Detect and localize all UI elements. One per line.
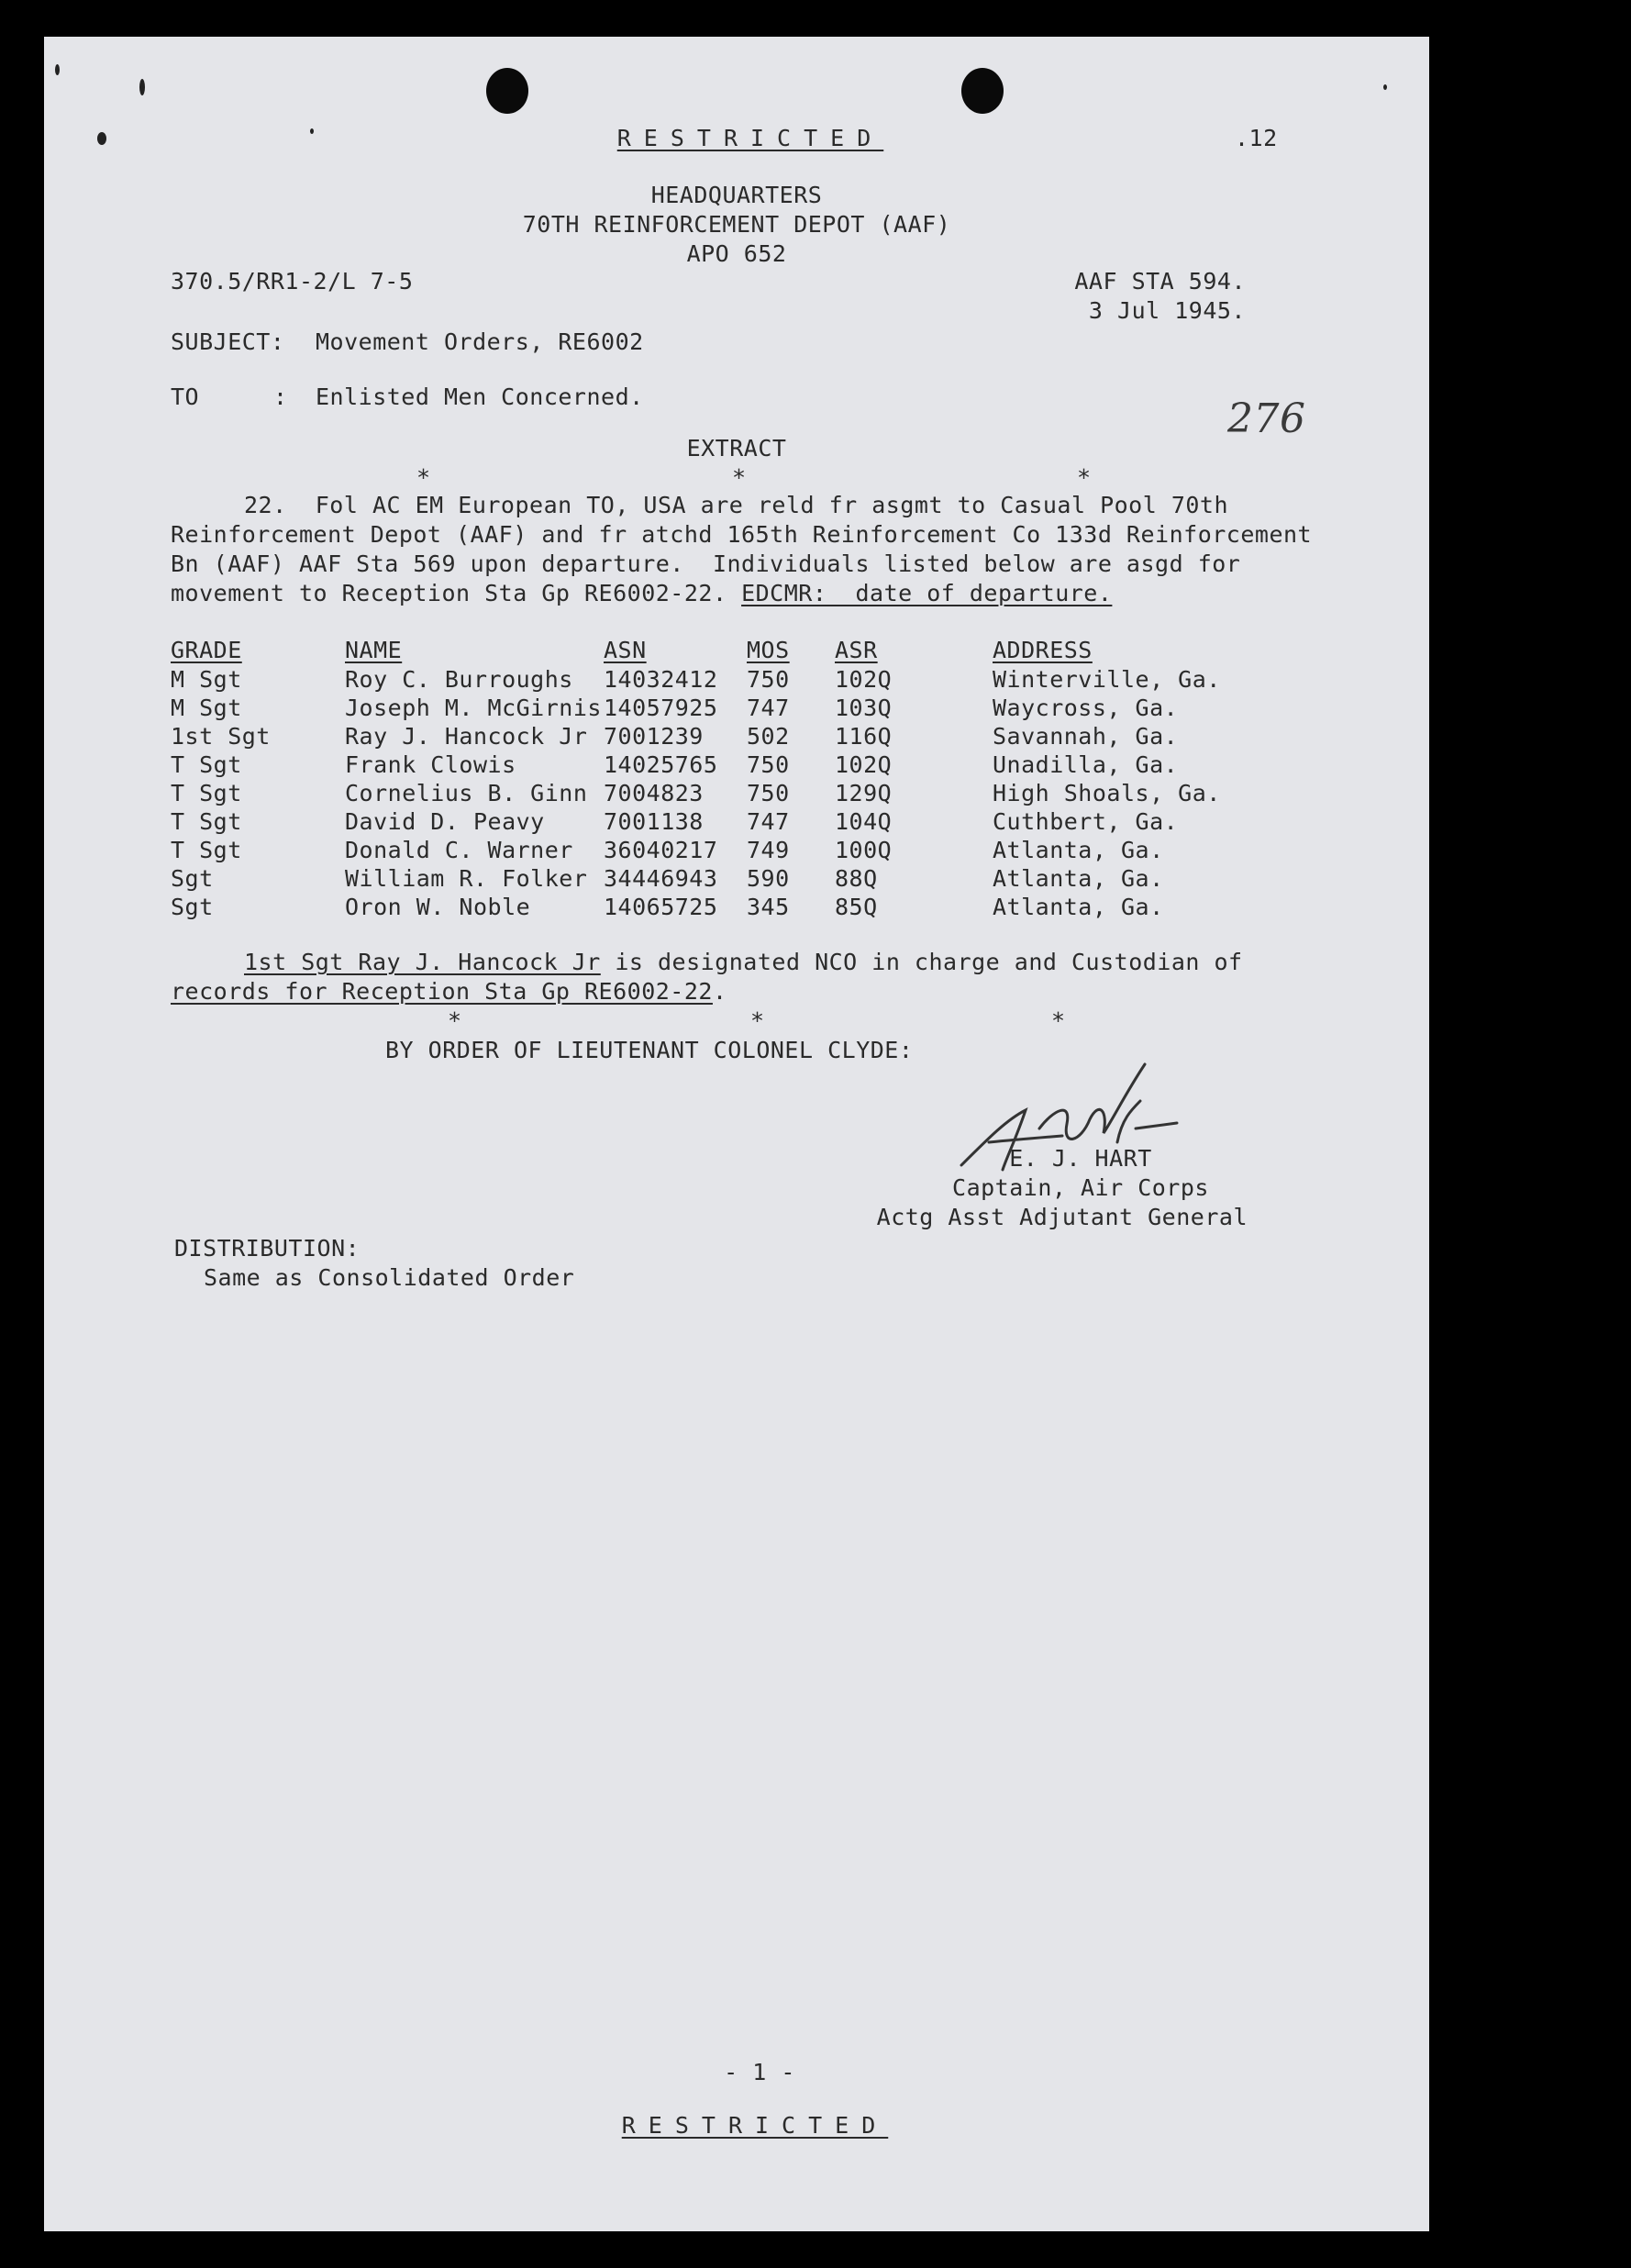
cell-mos: 750	[747, 751, 790, 778]
asterisk: *	[750, 1007, 765, 1034]
paragraph-line-2: Reinforcement Depot (AAF) and fr atchd 165th Reinforcement Co 133d Reinforcement	[171, 521, 1313, 548]
table-row	[44, 865, 1429, 893]
roster-table	[44, 637, 1429, 930]
table-row	[44, 894, 1429, 921]
asterisk: *	[1077, 464, 1092, 491]
cell-address: Atlanta, Ga.	[993, 894, 1164, 920]
cell-asr: 129Q	[835, 780, 893, 806]
signer-rank: Captain, Air Corps	[952, 1174, 1209, 1201]
edcmr-note: EDCMR: date of departure.	[741, 580, 1113, 606]
designated-nco: 1st Sgt Ray J. Hancock Jr	[244, 949, 601, 975]
cell-asn: 36040217	[604, 837, 718, 863]
cell-name: Donald C. Warner	[345, 837, 573, 863]
cell-address: Savannah, Ga.	[993, 723, 1179, 750]
asterisk: *	[448, 1007, 462, 1034]
cell-asr: 85Q	[835, 894, 878, 920]
cell-asr: 102Q	[835, 751, 893, 778]
cell-address: Atlanta, Ga.	[993, 865, 1164, 892]
cell-name: Roy C. Burroughs	[345, 666, 573, 693]
cell-name: Frank Clowis	[345, 751, 516, 778]
to-label: TO	[171, 384, 200, 410]
paragraph-line-1: 22. Fol AC EM European TO, USA are reld fr asgmt to Casual Pool 70th	[244, 492, 1229, 518]
table-row	[44, 751, 1429, 779]
cell-grade: T Sgt	[171, 837, 242, 863]
cell-grade: Sgt	[171, 894, 214, 920]
distribution: Same as Consolidated Order	[204, 1264, 575, 1291]
handwritten-number: 276	[1227, 395, 1306, 442]
scan-speck	[97, 132, 106, 145]
scan-speck	[139, 79, 145, 95]
cell-address: Waycross, Ga.	[993, 695, 1179, 721]
cell-address: Unadilla, Ga.	[993, 751, 1179, 778]
cell-asn: 7004823	[604, 780, 704, 806]
classification-top: RESTRICTED	[616, 125, 884, 151]
document-page	[44, 37, 1429, 2231]
cell-asr: 100Q	[835, 837, 893, 863]
table-row	[44, 780, 1429, 807]
classification-bottom: RESTRICTED	[621, 2112, 889, 2139]
designation-line-2	[171, 978, 727, 1006]
cell-address: Atlanta, Ga.	[993, 837, 1164, 863]
by-order-line: BY ORDER OF LIEUTENANT COLONEL CLYDE:	[385, 1037, 914, 1063]
table-row	[44, 723, 1429, 750]
cell-name: David D. Peavy	[345, 808, 545, 835]
punch-hole	[961, 68, 1004, 114]
paragraph-line-4	[171, 580, 1112, 607]
roster-header-row	[44, 637, 1429, 664]
cell-mos: 747	[747, 808, 790, 835]
designation-records: records for Reception Sta Gp RE6002-22	[171, 978, 713, 1005]
cell-name: Ray J. Hancock Jr	[345, 723, 588, 750]
designation-period: .	[712, 978, 727, 1005]
table-row	[44, 808, 1429, 836]
station: AAF STA 594.	[1074, 268, 1246, 295]
cell-asn: 14065725	[604, 894, 718, 920]
signer-title: Actg Asst Adjutant General	[876, 1204, 1248, 1230]
cell-asn: 14032412	[604, 666, 718, 693]
column-header-asr: ASR	[835, 637, 878, 663]
cell-name: Joseph M. McGirnis	[345, 695, 602, 721]
column-header-address: ADDRESS	[993, 637, 1093, 663]
cell-grade: M Sgt	[171, 666, 242, 693]
file-reference: 370.5/RR1-2/L 7-5	[171, 268, 414, 295]
cell-mos: 590	[747, 865, 790, 892]
cell-asn: 34446943	[604, 865, 718, 892]
date: 3 Jul 1945.	[1088, 297, 1246, 324]
asterisk: *	[416, 464, 431, 491]
subject-label: SUBJECT:	[171, 328, 285, 355]
cell-mos: 749	[747, 837, 790, 863]
scan-speck	[310, 128, 314, 134]
page-number: - 1 -	[724, 2059, 795, 2085]
column-header-mos: MOS	[747, 637, 790, 663]
cell-grade: T Sgt	[171, 780, 242, 806]
table-row	[44, 666, 1429, 694]
cell-asn: 14057925	[604, 695, 718, 721]
cell-asr: 88Q	[835, 865, 878, 892]
cell-grade: 1st Sgt	[171, 723, 271, 750]
cell-address: Winterville, Ga.	[993, 666, 1221, 693]
cell-mos: 750	[747, 666, 790, 693]
cell-mos: 750	[747, 780, 790, 806]
extract-heading: EXTRACT	[686, 435, 787, 461]
subject: Movement Orders, RE6002	[316, 328, 644, 355]
cell-mos: 747	[747, 695, 790, 721]
cell-grade: Sgt	[171, 865, 214, 892]
cell-mos: 502	[747, 723, 790, 750]
cell-grade: T Sgt	[171, 751, 242, 778]
table-row	[44, 695, 1429, 722]
to-recipients: Enlisted Men Concerned.	[316, 384, 644, 410]
designation-line-1	[244, 949, 1243, 976]
column-header-asn: ASN	[604, 637, 647, 663]
signer-name: E. J. HART	[1009, 1145, 1152, 1172]
cell-grade: T Sgt	[171, 808, 242, 835]
page-mark: .12	[1235, 125, 1278, 151]
scan-speck	[55, 64, 60, 75]
cell-asr: 116Q	[835, 723, 893, 750]
distribution-label: DISTRIBUTION:	[174, 1235, 361, 1262]
column-header-grade: GRADE	[171, 637, 242, 663]
table-row	[44, 837, 1429, 864]
cell-name: Cornelius B. Ginn	[345, 780, 588, 806]
org-line-3: APO 652	[686, 240, 787, 267]
cell-asr: 104Q	[835, 808, 893, 835]
column-header-name: NAME	[345, 637, 403, 663]
cell-name: William R. Folker	[345, 865, 588, 892]
designation-text: is designated NCO in charge and Custodian of	[600, 949, 1243, 975]
asterisk: *	[732, 464, 747, 491]
scan-speck	[1383, 84, 1387, 90]
cell-name: Oron W. Noble	[345, 894, 531, 920]
cell-asn: 14025765	[604, 751, 718, 778]
to-separator: :	[273, 384, 288, 410]
cell-address: High Shoals, Ga.	[993, 780, 1221, 806]
org-line-1: HEADQUARTERS	[650, 182, 823, 208]
cell-asr: 103Q	[835, 695, 893, 721]
cell-asr: 102Q	[835, 666, 893, 693]
cell-asn: 7001239	[604, 723, 704, 750]
cell-grade: M Sgt	[171, 695, 242, 721]
punch-hole	[486, 68, 528, 114]
asterisk: *	[1051, 1007, 1066, 1034]
cell-asn: 7001138	[604, 808, 704, 835]
paragraph-line-3: Bn (AAF) AAF Sta 569 upon departure. Individuals listed below are asgd for	[171, 550, 1241, 577]
cell-mos: 345	[747, 894, 790, 920]
cell-address: Cuthbert, Ga.	[993, 808, 1179, 835]
org-line-2: 70TH REINFORCEMENT DEPOT (AAF)	[522, 211, 951, 238]
paragraph-line-4-text: movement to Reception Sta Gp RE6002-22.	[171, 580, 727, 606]
